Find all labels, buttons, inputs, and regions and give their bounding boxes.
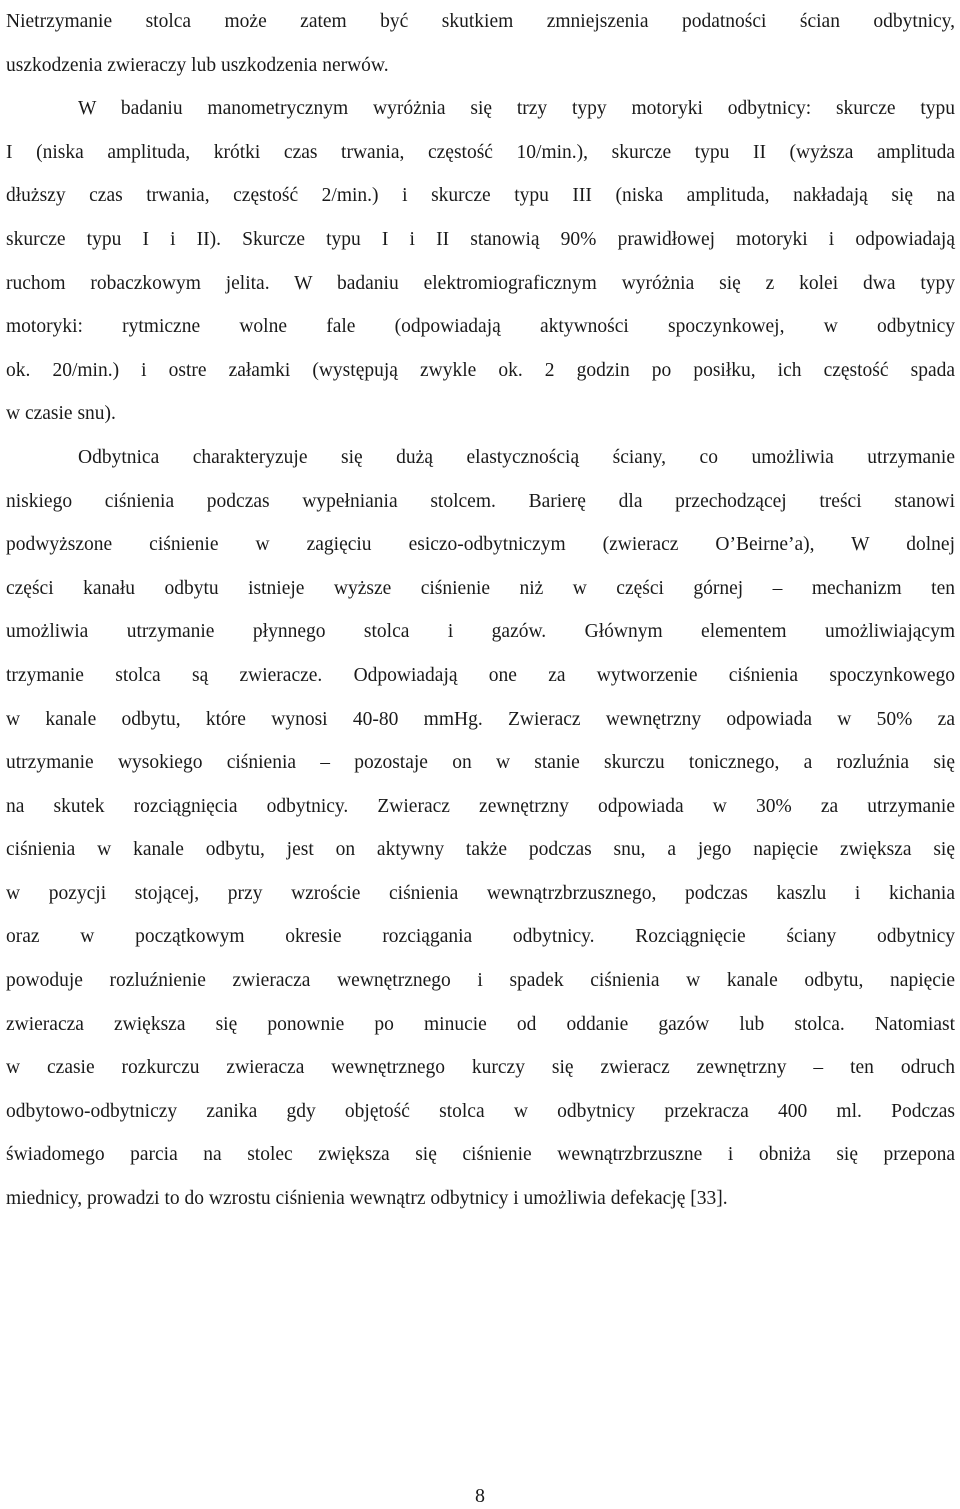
text-line: dłuższy czas trwania, częstość 2/min.) i skurcze typu III (niska amplituda, nakładają się na (6, 185, 955, 207)
text-line: zwieracza zwiększa się ponownie po minucie od oddanie gazów lub stolca. Natomiast (6, 1013, 955, 1035)
text-line: w czasie rozkurczu zwieracza wewnętrznego kurczy się zwieracz zewnętrzny – ten odruch (6, 1057, 955, 1079)
text-line: skurcze typu I i II). Skurcze typu I i II stanowią 90% prawidłowej motoryki i odpowiadają (6, 228, 955, 250)
text-line: umożliwia utrzymanie płynnego stolca i gazów. Głównym elementem umożliwiającym (6, 621, 955, 643)
text-line: utrzymanie wysokiego ciśnienia – pozostaje on w stanie skurczu tonicznego, a rozluźnia się (6, 752, 955, 774)
page-number: 8 (475, 1485, 485, 1507)
text-line: ruchom robaczkowym jelita. W badaniu elektromiograficznym wyróżnia się z kolei dwa typy (6, 272, 955, 294)
text-line: odbytowo-odbytniczy zanika gdy objętość stolca w odbytnicy przekracza 400 ml. Podczas (6, 1100, 955, 1122)
text-line: w pozycji stojącej, przy wzroście ciśnienia wewnątrzbrzusznego, podczas kaszlu i kichania (6, 882, 955, 904)
paragraph-3 (6, 436, 955, 1221)
document-page (6, 0, 955, 1221)
text-line: W badaniu manometrycznym wyróżnia się trzy typy motoryki odbytnicy: skurcze typu (78, 98, 955, 120)
text-line: trzymanie stolca są zwieracze. Odpowiadają one za wytworzenie ciśnienia spoczynkowego (6, 664, 955, 686)
text-line: powoduje rozluźnienie zwieracza wewnętrznego i spadek ciśnienia w kanale odbytu, napięcie (6, 970, 955, 992)
text-line: oraz w początkowym okresie rozciągania odbytnicy. Rozciągnięcie ściany odbytnicy (6, 926, 955, 948)
text-line: świadomego parcia na stolec zwiększa się ciśnienie wewnątrzbrzuszne i obniża się przepona (6, 1144, 955, 1166)
text-line: I (niska amplituda, krótki czas trwania, częstość 10/min.), skurcze typu II (wyższa amplituda (6, 141, 955, 163)
text-line: w czasie snu). (6, 403, 116, 425)
text-line: motoryki: rytmiczne wolne fale (odpowiadają aktywności spoczynkowej, w odbytnicy (6, 316, 955, 338)
paragraph-2 (6, 87, 955, 436)
text-line: Nietrzymanie stolca może zatem być skutkiem zmniejszenia podatności ścian odbytnicy, (6, 11, 955, 32)
paragraph-1 (6, 0, 955, 87)
text-line: na skutek rozciągnięcia odbytnicy. Zwieracz zewnętrzny odpowiada w 30% za utrzymanie (6, 795, 955, 817)
text-line: części kanału odbytu istnieje wyższe ciśnienie niż w części górnej – mechanizm ten (6, 577, 955, 599)
text-line: miednicy, prowadzi to do wzrostu ciśnienia wewnątrz odbytnicy i umożliwia defekację [33]. (6, 1188, 728, 1210)
text-line: ciśnienia w kanale odbytu, jest on aktywny także podczas snu, a jego napięcie zwiększa się (6, 839, 955, 861)
text-line: niskiego ciśnienia podczas wypełniania stolcem. Barierę dla przechodzącej treści stanowi (6, 490, 955, 512)
text-line: uszkodzenia zwieraczy lub uszkodzenia nerwów. (6, 54, 389, 76)
text-line: w kanale odbytu, które wynosi 40-80 mmHg. Zwieracz wewnętrzny odpowiada w 50% za (6, 708, 955, 730)
text-line: podwyższone ciśnienie w zagięciu esiczo-odbytniczym (zwieracz O’Beirne’a), W dolnej (6, 534, 955, 556)
text-line: Odbytnica charakteryzuje się dużą elastycznością ściany, co umożliwia utrzymanie (78, 446, 955, 468)
text-line: ok. 20/min.) i ostre załamki (występują zwykle ok. 2 godzin po posiłku, ich częstość spada (6, 359, 955, 381)
